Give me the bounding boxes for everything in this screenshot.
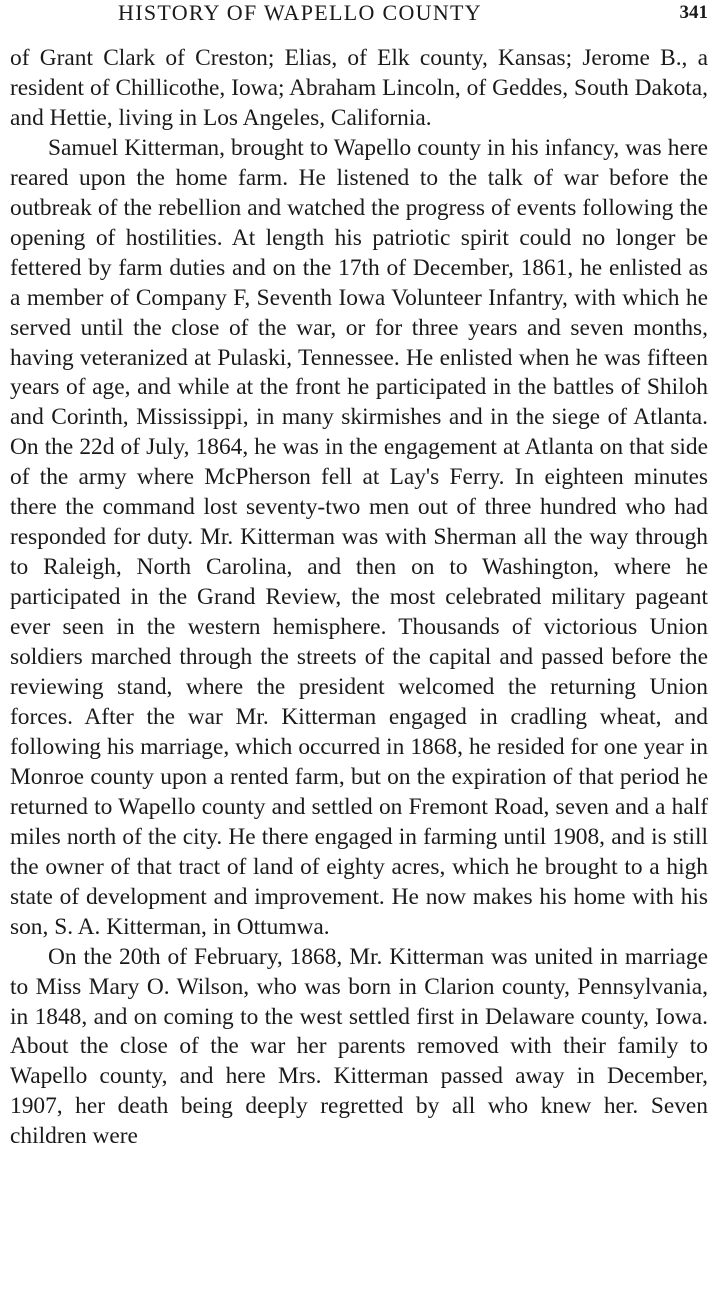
- page-number: 341: [679, 2, 708, 23]
- running-head: [10, 0, 708, 26]
- paragraph-samuel-kitterman: Samuel Kitterman, brought to Wapello county in his infancy, was here reared upon the home farm. He listened to the talk of war before the outbreak of the rebellion and watched the progress of events following the opening of hostilities. At length his patriotic spirit could no longer be fettered by farm duties and on the 17th of December, 1861, he enlisted as a member of Company F, Seventh Iowa Volunteer Infantry, with which he served until the close of the war, or for three years and seven months, having veteranized at Pulaski, Tennessee. He enlisted when he was fifteen years of age, and while at the front he participated in the battles of Shiloh and Corinth, Mississippi, in many skirmishes and in the siege of Atlanta. On the 22d of July, 1864, he was in the engagement at Atlanta on that side of the army where McPherson fell at Lay's Ferry. In eighteen minutes there the command lost seventy-two men out of three hundred who had responded for duty. Mr. Kitterman was with Sherman all the way through to Raleigh, North Carolina, and then on to Washington, where he participated in the Grand Review, the most celebrated military pageant ever seen in the western hemisphere. Thousands of victorious Union soldiers marched through the streets of the capital and passed before the reviewing stand, where the president welcomed the returning Union forces. After the war Mr. Kitterman engaged in cradling wheat, and following his marriage, which occurred in 1868, he resided for one year in Monroe county upon a rented farm, but on the expiration of that period he returned to Wapello county and settled on Fremont Road, seven and a half miles north of the city. He there engaged in farming until 1908, and is still the owner of that tract of land of eighty acres, which he brought to a high state of development and improvement. He now makes his home with his son, S. A. Kitterman, in Ottumwa.: [10, 134, 708, 940]
- running-title: HISTORY OF WAPELLO COUNTY: [118, 0, 482, 25]
- book-page: [10, 0, 708, 1152]
- paragraph-marriage: On the 20th of February, 1868, Mr. Kitterman was united in marriage to Miss Mary O. Wilson, who was born in Clarion county, Pennsylvania, in 1848, and on coming to the west settled first in Delaware county, Iowa. About the close of the war her parents removed with their family to Wapello county, and here Mrs. Kitterman passed away in December, 1907, her death being deeply regretted by all who knew her. Seven children were: [10, 943, 708, 1150]
- paragraph-continued: of Grant Clark of Creston; Elias, of Elk county, Kansas; Jerome B., a resident of Chillicothe, Iowa; Abraham Lincoln, of Geddes, South Dakota, and Hettie, living in Los Angeles, California.: [10, 45, 708, 131]
- body-text: [10, 44, 708, 1152]
